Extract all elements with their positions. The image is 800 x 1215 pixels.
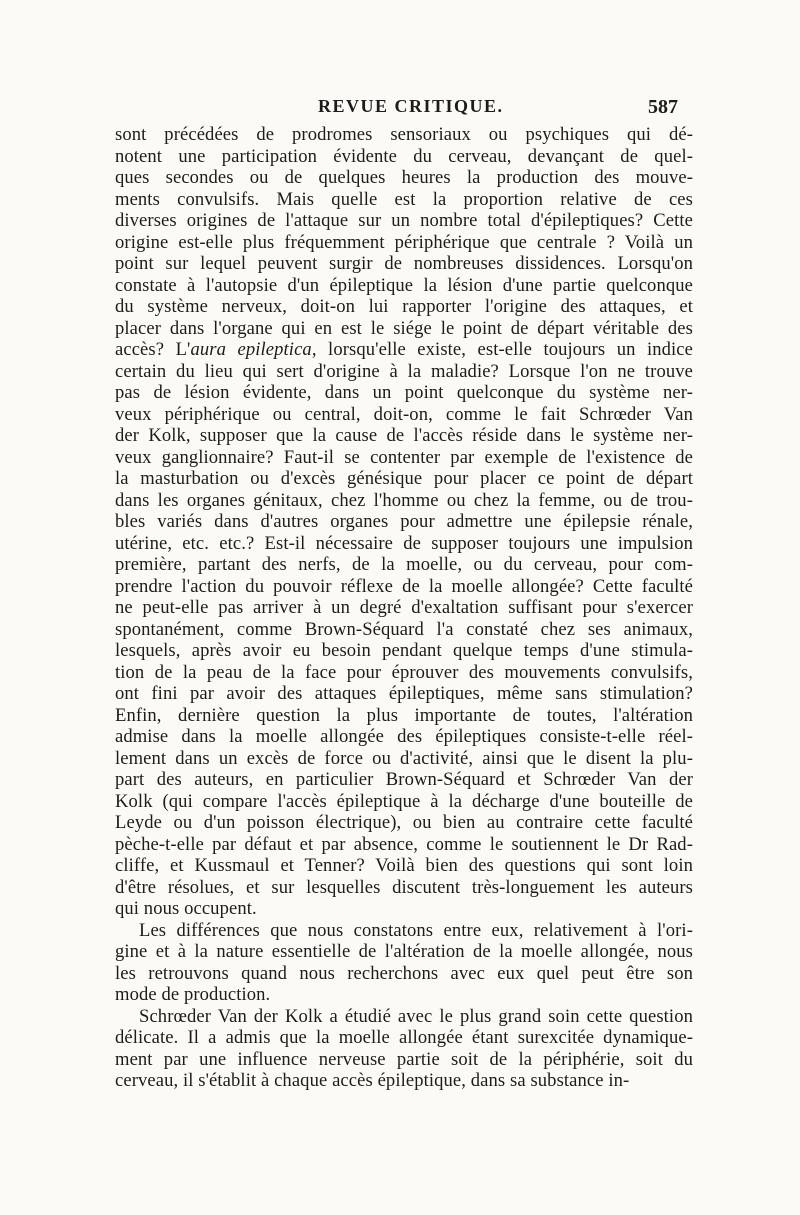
text-line: cerveau, il s'établit à chaque accès épileptique, dans sa substance in-	[115, 1070, 630, 1091]
text-line: constate à l'autopsie d'un épileptique la lésion d'une partie quelconque	[115, 274, 693, 296]
running-head	[0, 96, 800, 120]
text-line: ques secondes ou de quelques heures la production des mouve-	[115, 167, 693, 188]
text-line: accès? L'aura epileptica, lorsqu'elle existe, est-elle toujours un indice	[115, 339, 693, 360]
text-line: Enfin, dernière question la plus importante de toutes, l'altération	[115, 704, 693, 726]
text-line: bles variés dans d'autres organes pour admettre une épilepsie rénale,	[115, 511, 693, 532]
running-title: REVUE CRITIQUE.	[318, 96, 504, 116]
text-line: mode de production.	[115, 984, 271, 1005]
text-line: spontanément, comme Brown-Séquard l'a constaté chez ses animaux,	[115, 618, 693, 640]
text-line: Kolk (qui compare l'accès épileptique à la décharge d'une bouteille de	[115, 790, 693, 812]
text-line: la masturbation ou d'excès génésique pour placer ce point de départ	[115, 468, 693, 489]
text-line: Les différences que nous constatons entre eux, relativement à l'ori-	[139, 919, 693, 941]
text-line: origine est-elle plus fréquemment périphérique que centrale ? Voilà un	[115, 231, 693, 253]
text-line: certain du lieu qui sert d'origine à la maladie? Lorsque l'on ne trouve	[115, 360, 693, 382]
text-line: notent une participation évidente du cerveau, devançant de quel-	[115, 145, 693, 167]
paragraph	[115, 920, 693, 1006]
text-line: ments convulsifs. Mais quelle est la proportion relative de ces	[115, 188, 693, 210]
text-line: ment par une influence nerveuse partie soit de la périphérie, soit du	[115, 1048, 693, 1070]
text-line: pas de lésion évidente, dans un point quelconque du système ner-	[115, 382, 693, 403]
text-line: sont précédées de prodromes sensoriaux ou psychiques qui dé-	[115, 124, 693, 145]
text-line: ne peut-elle pas arriver à un degré d'exaltation suffisant pour s'exercer	[115, 597, 693, 618]
body-text	[115, 124, 693, 1092]
text-line: point sur lequel peuvent surgir de nombreuses dissidences. Lorsqu'on	[115, 253, 693, 274]
text-line: diverses origines de l'attaque sur un nombre total d'épileptiques? Cette	[115, 210, 693, 231]
text-line: admise dans la moelle allongée des épileptiques consiste-t-elle réel-	[115, 726, 693, 747]
page-number: 587	[648, 96, 678, 118]
latin-term: aura epileptica	[190, 339, 312, 360]
text-line: gine et à la nature essentielle de l'altération de la moelle allongée, nous	[115, 941, 693, 962]
text-line: du système nerveux, doit-on lui rapporter l'origine des attaques, et	[115, 296, 693, 317]
text-line: tion de la peau de la face pour éprouver des mouvements convulsifs,	[115, 661, 693, 683]
text-line: prendre l'action du pouvoir réflexe de la moelle allongée? Cette faculté	[115, 575, 693, 597]
text-line: lesquels, après avoir eu besoin pendant quelque temps d'une stimula-	[115, 640, 693, 661]
paragraph	[115, 124, 693, 920]
text-line: part des auteurs, en particulier Brown-Séquard et Schrœder Van der	[115, 769, 693, 790]
text-line: dans les organes génitaux, chez l'homme ou chez la femme, ou de trou-	[115, 489, 693, 511]
text-line: Schrœder Van der Kolk a étudié avec le plus grand soin cette question	[139, 1005, 693, 1027]
text-line: cliffe, et Kussmaul et Tenner? Voilà bien des questions qui sont loin	[115, 855, 693, 876]
text-line: première, partant des nerfs, de la moelle, ou du cerveau, pour com-	[115, 554, 693, 575]
text-line: ont fini par avoir des attaques épileptiques, même sans stimulation?	[115, 683, 693, 704]
text-line: pèche-t-elle par défaut et par absence, comme le soutiennent le Dr Rad-	[115, 833, 693, 855]
text-line: qui nous occupent.	[115, 898, 257, 919]
text-line: veux ganglionnaire? Faut-il se contenter par exemple de l'existence de	[115, 446, 693, 468]
text-line: lement dans un excès de force ou d'activité, ainsi que le disent la plu-	[115, 747, 693, 769]
text-line: d'être résolues, et sur lesquelles discutent très-longuement les auteurs	[115, 876, 693, 898]
text-line: utérine, etc. etc.? Est-il nécessaire de supposer toujours une impulsion	[115, 532, 693, 554]
text-line: placer dans l'organe qui en est le siége le point de départ véritable des	[115, 317, 693, 339]
text-line: délicate. Il a admis que la moelle allongée étant surexcitée dynamique-	[115, 1027, 693, 1048]
text-line: der Kolk, supposer que la cause de l'accès réside dans le système ner-	[115, 425, 693, 446]
text-line: veux périphérique ou central, doit-on, comme le fait Schrœder Van	[115, 403, 693, 425]
paragraph	[115, 1006, 693, 1092]
text-line: Leyde ou d'un poisson électrique), ou bien au contraire cette faculté	[115, 812, 693, 833]
text-line: les retrouvons quand nous recherchons avec eux quel peut être son	[115, 962, 693, 984]
